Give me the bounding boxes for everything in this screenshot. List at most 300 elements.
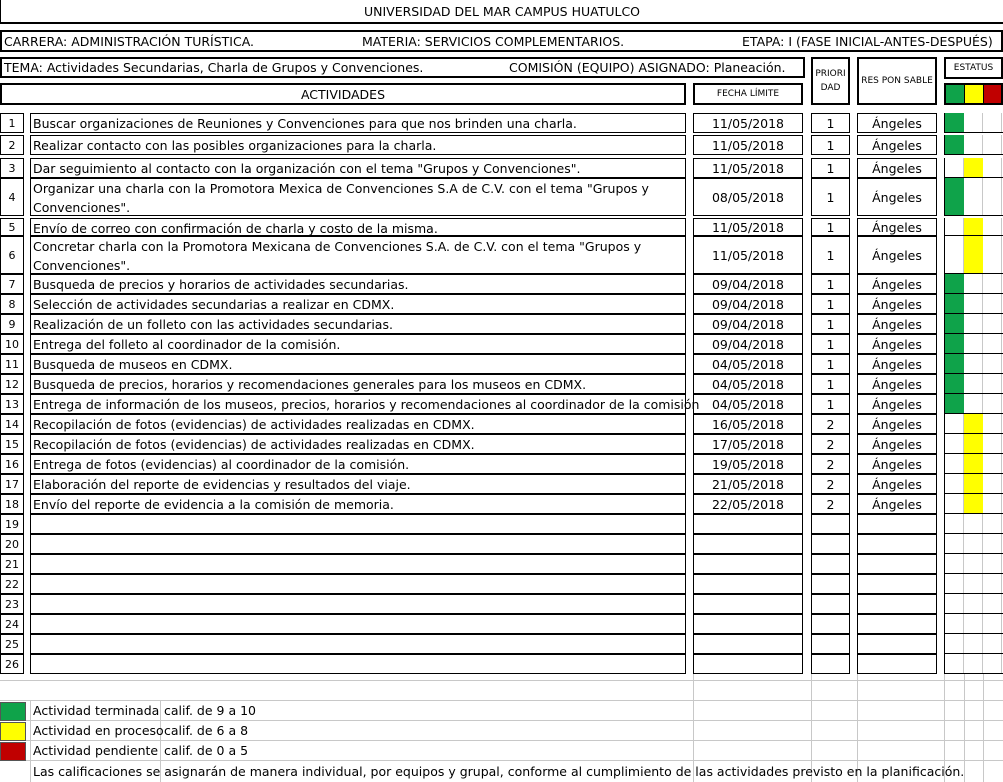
activity-text: Entrega de fotos (evidencias) al coordinador de la comisión. <box>33 457 410 472</box>
status-green-marker <box>945 394 964 413</box>
activity-cell <box>30 294 686 314</box>
estatus-cell <box>944 158 1003 178</box>
row-number-text: 25 <box>5 637 19 651</box>
estatus-cell <box>944 454 1003 474</box>
row-number <box>0 654 24 674</box>
estatus-cell <box>944 614 1003 634</box>
prioridad-cell <box>811 494 850 514</box>
prioridad-text: 2 <box>826 416 835 432</box>
activity-cell <box>30 236 686 274</box>
row-number-text: 18 <box>5 497 19 511</box>
estatus-slot <box>964 534 983 553</box>
responsable-text: Ángeles <box>872 416 922 432</box>
estatus-cell <box>944 178 1003 216</box>
row-number-text: 6 <box>8 248 16 262</box>
estatus-slot <box>964 634 983 653</box>
estatus-slot <box>983 554 1002 573</box>
responsable-cell <box>857 374 937 394</box>
status-yellow-marker <box>964 434 983 453</box>
responsable-cell <box>857 354 937 374</box>
estatus-slot <box>964 514 983 533</box>
fecha-text: 04/05/2018 <box>711 356 785 372</box>
row-number-text: 19 <box>5 517 19 531</box>
row-number-text: 4 <box>8 190 16 204</box>
row-number-text: 22 <box>5 577 19 591</box>
row-number <box>0 113 24 133</box>
estatus-slot <box>945 494 964 513</box>
fecha-header <box>693 83 803 105</box>
row-number <box>0 314 24 334</box>
prioridad-text: 1 <box>826 115 835 131</box>
estatus-cell <box>944 654 1003 674</box>
responsable-cell <box>857 236 937 274</box>
estatus-header <box>944 57 1003 79</box>
estatus-slot <box>964 314 983 333</box>
table-row <box>0 294 1003 314</box>
estatus-slot <box>983 236 1002 273</box>
responsable-cell <box>857 113 937 133</box>
estatus-slot <box>945 654 964 673</box>
carrera-label: CARRERA: ADMINISTRACIÓN TURÍSTICA. <box>4 34 255 49</box>
activity-text: Envío del reporte de evidencia a la comisión de memoria. <box>33 497 394 512</box>
estatus-slot <box>983 434 1002 453</box>
row-number <box>0 614 24 634</box>
status-green-marker <box>945 354 964 373</box>
activity-cell <box>30 178 686 216</box>
fecha-cell <box>693 178 803 216</box>
prioridad-cell <box>811 514 850 534</box>
legend-swatch-yellow <box>0 722 26 741</box>
table-row <box>0 113 1003 133</box>
prioridad-cell <box>811 534 850 554</box>
fecha-cell <box>693 654 803 674</box>
activity-text: Envío de correo con confirmación de charla y costo de la misma. <box>33 221 438 236</box>
table-row <box>0 314 1003 334</box>
responsable-text: Ángeles <box>872 316 922 332</box>
status-green-marker <box>945 314 964 333</box>
table-row <box>0 135 1003 155</box>
estatus-cell <box>944 135 1003 155</box>
estatus-cell <box>944 594 1003 614</box>
activity-text: Realizar contacto con las posibles organizaciones para la charla. <box>33 138 437 153</box>
row-number <box>0 554 24 574</box>
fecha-text: 11/05/2018 <box>711 247 785 263</box>
activity-text: Buscar organizaciones de Reuniones y Convenciones para que nos brinden una charla. <box>33 116 577 131</box>
status-green-marker <box>945 294 964 313</box>
activity-text: Recopilación de fotos (evidencias) de actividades realizadas en CDMX. <box>33 437 475 452</box>
prioridad-cell <box>811 614 850 634</box>
prioridad-text: 1 <box>826 276 835 292</box>
swatch-yellow <box>965 85 984 103</box>
row-number <box>0 374 24 394</box>
estatus-cell <box>944 334 1003 354</box>
row-number <box>0 394 24 414</box>
fecha-cell <box>693 434 803 454</box>
prioridad-text: 1 <box>826 296 835 312</box>
row-number-text: 10 <box>5 337 19 351</box>
table-row <box>0 514 1003 534</box>
table-row <box>0 274 1003 294</box>
responsable-cell <box>857 414 937 434</box>
fecha-text: 08/05/2018 <box>711 189 785 205</box>
status-yellow-marker <box>964 236 983 273</box>
responsable-cell <box>857 514 937 534</box>
estatus-slot <box>945 434 964 453</box>
row-number-text: 16 <box>5 457 19 471</box>
status-green-marker <box>945 135 964 154</box>
activity-text: Recopilación de fotos (evidencias) de actividades realizadas en CDMX. <box>33 417 475 432</box>
prioridad-cell <box>811 414 850 434</box>
fecha-text: 09/04/2018 <box>711 316 785 332</box>
prioridad-cell <box>811 434 850 454</box>
estatus-slot <box>983 178 1002 215</box>
status-yellow-marker <box>964 494 983 513</box>
swatch-green <box>946 85 965 103</box>
table-row <box>0 474 1003 494</box>
table-row <box>0 374 1003 394</box>
estatus-slot <box>945 158 964 177</box>
responsable-cell <box>857 474 937 494</box>
row-number-text: 8 <box>8 297 16 311</box>
prioridad-cell <box>811 274 850 294</box>
responsable-header-text: RES PON SABLE <box>861 76 933 86</box>
estatus-slot <box>983 634 1002 653</box>
table-row <box>0 634 1003 654</box>
activity-cell <box>30 314 686 334</box>
estatus-cell <box>944 534 1003 554</box>
estatus-slot <box>964 614 983 633</box>
legend-label: Actividad en proceso <box>33 723 164 738</box>
row-number <box>0 294 24 314</box>
activity-cell <box>30 614 686 634</box>
estatus-cell <box>944 294 1003 314</box>
activity-text: Entrega de información de los museos, precios, horarios y recomendaciones al coordinador de la comisión <box>33 397 700 412</box>
row-number <box>0 494 24 514</box>
estatus-slot <box>983 514 1002 533</box>
estatus-slot <box>964 178 983 215</box>
row-number-text: 14 <box>5 417 19 431</box>
estatus-slot <box>945 614 964 633</box>
estatus-slot <box>964 394 983 413</box>
estatus-slot <box>964 274 983 293</box>
legend-swatch-green <box>0 702 26 721</box>
actividades-header-text: ACTIVIDADES <box>300 86 386 102</box>
status-yellow-marker <box>964 218 983 235</box>
row-number <box>0 236 24 274</box>
responsable-cell <box>857 434 937 454</box>
responsable-cell <box>857 454 937 474</box>
estatus-slot <box>964 294 983 313</box>
activity-cell <box>30 634 686 654</box>
row-number <box>0 634 24 654</box>
fecha-cell <box>693 374 803 394</box>
estatus-slot <box>945 534 964 553</box>
status-yellow-marker <box>964 158 983 177</box>
activity-cell <box>30 594 686 614</box>
fecha-cell <box>693 135 803 155</box>
fecha-cell <box>693 394 803 414</box>
estatus-cell <box>944 474 1003 494</box>
estatus-slot <box>945 514 964 533</box>
responsable-text: Ángeles <box>872 336 922 352</box>
university-title-text: UNIVERSIDAD DEL MAR CAMPUS HUATULCO <box>363 3 641 19</box>
status-green-marker <box>945 274 964 293</box>
responsable-cell <box>857 534 937 554</box>
fecha-cell <box>693 274 803 294</box>
activity-text: Dar seguimiento al contacto con la organización con el tema "Grupos y Convenciones". <box>33 161 581 176</box>
responsable-cell <box>857 294 937 314</box>
estatus-slot <box>983 474 1002 493</box>
responsable-text: Ángeles <box>872 376 922 392</box>
fecha-cell <box>693 158 803 178</box>
prioridad-cell <box>811 334 850 354</box>
estatus-slot <box>945 236 964 273</box>
row-number-text: 2 <box>8 138 16 152</box>
row-number <box>0 274 24 294</box>
fecha-text: 19/05/2018 <box>711 456 785 472</box>
estatus-slot <box>983 158 1002 177</box>
estatus-slot <box>964 113 983 132</box>
fecha-text: 04/05/2018 <box>711 376 785 392</box>
responsable-cell <box>857 334 937 354</box>
estatus-slot <box>983 534 1002 553</box>
fecha-text: 09/04/2018 <box>711 296 785 312</box>
activity-text: Concretar charla con la Promotora Mexicana de Convenciones S.A. de C.V. con el tema "Grupos y <box>33 239 642 254</box>
prioridad-cell <box>811 135 850 155</box>
row-number-text: 5 <box>8 220 16 234</box>
row-number <box>0 414 24 434</box>
activity-text: Busqueda de precios y horarios de actividades secundarias. <box>33 277 409 292</box>
fecha-text: 11/05/2018 <box>711 160 785 176</box>
responsable-header <box>857 57 937 105</box>
estatus-slot <box>983 113 1002 132</box>
estatus-slot <box>983 374 1002 393</box>
estatus-slot <box>945 634 964 653</box>
etapa-label: ETAPA: I (FASE INICIAL-ANTES-DESPUÉS) <box>742 34 993 49</box>
fecha-header-text: FECHA LÍMITE <box>716 89 780 99</box>
row-number <box>0 218 24 236</box>
estatus-slot <box>983 394 1002 413</box>
row-number <box>0 534 24 554</box>
responsable-text: Ángeles <box>872 476 922 492</box>
estatus-slot <box>983 314 1002 333</box>
estatus-slot <box>983 594 1002 613</box>
estatus-cell <box>944 434 1003 454</box>
table-row <box>0 394 1003 414</box>
prioridad-cell <box>811 654 850 674</box>
table-row <box>0 414 1003 434</box>
row-number-text: 23 <box>5 597 19 611</box>
fecha-cell <box>693 236 803 274</box>
estatus-cell <box>944 314 1003 334</box>
status-green-marker <box>945 113 964 132</box>
activity-cell <box>30 414 686 434</box>
responsable-cell <box>857 494 937 514</box>
materia-label: MATERIA: SERVICIOS COMPLEMENTARIOS. <box>362 34 625 49</box>
row-number-text: 1 <box>8 116 16 130</box>
estatus-slot <box>983 454 1002 473</box>
prioridad-text: 2 <box>826 496 835 512</box>
fecha-cell <box>693 534 803 554</box>
prioridad-text: 1 <box>826 247 835 263</box>
fecha-text: 04/05/2018 <box>711 396 785 412</box>
prioridad-cell <box>811 454 850 474</box>
fecha-text: 11/05/2018 <box>711 219 785 235</box>
estatus-slot <box>964 574 983 593</box>
activity-text: Busqueda de museos en CDMX. <box>33 357 233 372</box>
row-number <box>0 334 24 354</box>
footnote: Las calificaciones se asignarán de manera individual, por equipos y grupal, conforme al cumplimiento de las actividades previsto en la planificación. <box>33 764 965 779</box>
estatus-cell <box>944 274 1003 294</box>
comision-label: COMISIÓN (EQUIPO) ASIGNADO: Planeación. <box>509 60 786 75</box>
prioridad-text: 1 <box>826 396 835 412</box>
estatus-slot <box>945 474 964 493</box>
prioridad-header <box>811 57 850 105</box>
activity-cell <box>30 135 686 155</box>
table-row <box>0 454 1003 474</box>
responsable-text: Ángeles <box>872 456 922 472</box>
row-number-text: 12 <box>5 377 19 391</box>
estatus-cell <box>944 113 1003 133</box>
row-number-text: 7 <box>8 277 16 291</box>
activity-cell <box>30 374 686 394</box>
fecha-cell <box>693 494 803 514</box>
row-number <box>0 574 24 594</box>
estatus-slot <box>964 374 983 393</box>
activity-cell <box>30 158 686 178</box>
prioridad-cell <box>811 634 850 654</box>
row-number-text: 21 <box>5 557 19 571</box>
responsable-cell <box>857 314 937 334</box>
activity-cell <box>30 554 686 574</box>
activity-text: Busqueda de precios, horarios y recomendaciones generales para los museos en CDMX. <box>33 377 587 392</box>
fecha-cell <box>693 594 803 614</box>
responsable-cell <box>857 178 937 216</box>
estatus-slot <box>964 334 983 353</box>
legend-calif: calif. de 6 a 8 <box>164 723 249 738</box>
estatus-swatches <box>944 83 1003 105</box>
estatus-cell <box>944 394 1003 414</box>
estatus-slot <box>964 554 983 573</box>
prioridad-cell <box>811 574 850 594</box>
prioridad-cell <box>811 294 850 314</box>
table-row <box>0 354 1003 374</box>
activity-cell <box>30 514 686 534</box>
row-number-text: 11 <box>5 357 19 371</box>
prioridad-text: 1 <box>826 219 835 235</box>
status-yellow-marker <box>964 474 983 493</box>
estatus-cell <box>944 574 1003 594</box>
responsable-text: Ángeles <box>872 276 922 292</box>
estatus-slot <box>964 354 983 373</box>
fecha-cell <box>693 514 803 534</box>
swatch-red <box>984 85 1001 103</box>
status-green-marker <box>945 374 964 393</box>
responsable-cell <box>857 394 937 414</box>
estatus-slot <box>983 135 1002 154</box>
status-green-marker <box>945 334 964 353</box>
estatus-cell <box>944 634 1003 654</box>
fecha-cell <box>693 574 803 594</box>
prioridad-text: 1 <box>826 189 835 205</box>
estatus-cell <box>944 494 1003 514</box>
row-number <box>0 454 24 474</box>
fecha-cell <box>693 294 803 314</box>
legend-calif: calif. de 9 a 10 <box>164 703 256 718</box>
estatus-slot <box>945 414 964 433</box>
legend-swatch-red <box>0 742 26 761</box>
prioridad-text: 1 <box>826 160 835 176</box>
tema-label: TEMA: Actividades Secundarias, Charla de Grupos y Convenciones. <box>4 60 424 75</box>
table-row <box>0 594 1003 614</box>
prioridad-text: 1 <box>826 336 835 352</box>
estatus-slot <box>964 654 983 673</box>
activity-cell <box>30 494 686 514</box>
responsable-text: Ángeles <box>872 160 922 176</box>
table-row <box>0 218 1003 236</box>
estatus-cell <box>944 218 1003 236</box>
responsable-text: Ángeles <box>872 137 922 153</box>
prioridad-text: 1 <box>826 356 835 372</box>
table-row <box>0 158 1003 178</box>
estatus-slot <box>983 414 1002 433</box>
prioridad-cell <box>811 374 850 394</box>
prioridad-cell <box>811 218 850 236</box>
responsable-text: Ángeles <box>872 436 922 452</box>
fecha-cell <box>693 218 803 236</box>
prioridad-text: 1 <box>826 316 835 332</box>
prioridad-cell <box>811 354 850 374</box>
row-number <box>0 178 24 216</box>
estatus-slot <box>983 274 1002 293</box>
prioridad-header-line2: DAD <box>820 83 841 93</box>
activity-cell <box>30 474 686 494</box>
responsable-text: Ángeles <box>872 496 922 512</box>
prioridad-cell <box>811 314 850 334</box>
estatus-slot <box>983 574 1002 593</box>
responsable-cell <box>857 554 937 574</box>
status-green-marker <box>945 178 964 215</box>
prioridad-cell <box>811 594 850 614</box>
responsable-cell <box>857 574 937 594</box>
activity-cell <box>30 394 700 414</box>
row-number-text: 24 <box>5 617 19 631</box>
prioridad-header-line1: PRIORI <box>815 69 846 79</box>
table-row <box>0 534 1003 554</box>
estatus-slot <box>983 494 1002 513</box>
prioridad-cell <box>811 474 850 494</box>
prioridad-text: 2 <box>826 456 835 472</box>
row-number-text: 26 <box>5 657 19 671</box>
row-number <box>0 158 24 178</box>
table-row <box>0 614 1003 634</box>
activity-cell <box>30 534 686 554</box>
fecha-text: 09/04/2018 <box>711 276 785 292</box>
estatus-slot <box>983 294 1002 313</box>
fecha-cell <box>693 554 803 574</box>
fecha-cell <box>693 314 803 334</box>
responsable-text: Ángeles <box>872 356 922 372</box>
responsable-cell <box>857 274 937 294</box>
responsable-cell <box>857 594 937 614</box>
legend-calif: calif. de 0 a 5 <box>164 743 249 758</box>
table-row <box>0 554 1003 574</box>
prioridad-cell <box>811 113 850 133</box>
activity-text: Entrega del folleto al coordinador de la comisión. <box>33 337 341 352</box>
estatus-slot <box>945 594 964 613</box>
estatus-slot <box>983 354 1002 373</box>
fecha-cell <box>693 474 803 494</box>
